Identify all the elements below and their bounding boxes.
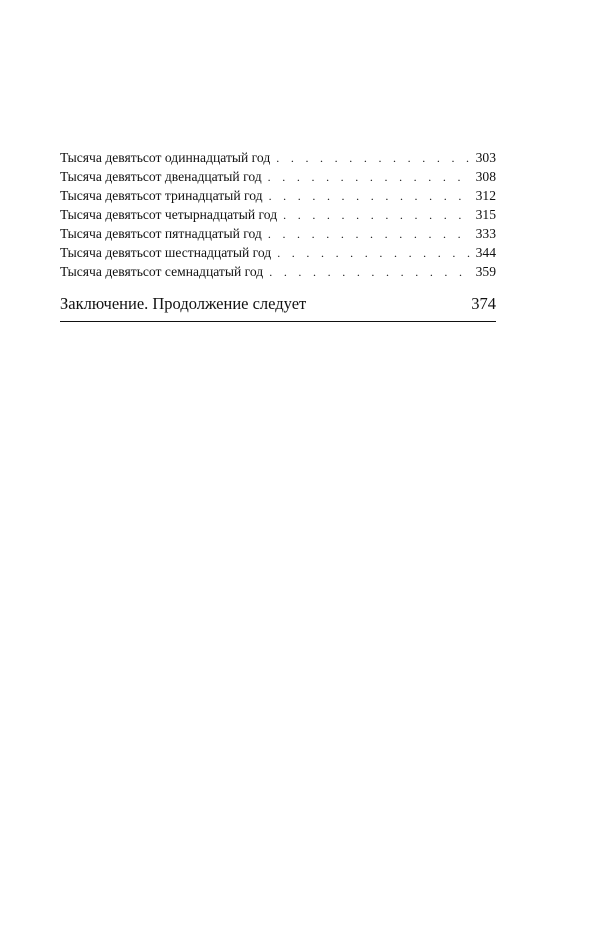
- toc-entry-page: 312: [475, 188, 496, 203]
- toc-entry-1915[interactable]: [60, 224, 496, 243]
- toc-entry-title: Тысяча девятьсот пятнадцатый год: [60, 226, 262, 241]
- toc-dot-leader: [277, 244, 471, 263]
- toc-entry-page: 315: [475, 207, 496, 222]
- toc-entry-page: 308: [475, 169, 496, 184]
- toc-entry-1914[interactable]: [60, 205, 496, 224]
- table-of-contents: [60, 148, 496, 322]
- toc-dot-leader: [283, 206, 471, 225]
- toc-dot-leader: [269, 263, 471, 282]
- toc-dot-leader: [268, 225, 472, 244]
- toc-section-title: Заключение. Продолжение следует: [60, 294, 307, 313]
- toc-entry-title: Тысяча девятьсот шестнадцатый год: [60, 245, 272, 260]
- toc-entry-1911[interactable]: [60, 148, 496, 167]
- toc-entry-title: Тысяча девятьсот двенадцатый год: [60, 169, 262, 184]
- toc-entry-page: 359: [475, 264, 496, 279]
- toc-dot-leader: [269, 187, 472, 206]
- toc-entry-title: Тысяча девятьсот одиннадцатый год: [60, 150, 271, 165]
- toc-entry-title: Тысяча девятьсот тринадцатый год: [60, 188, 263, 203]
- toc-dot-leader: [268, 168, 472, 187]
- toc-entry-1912[interactable]: [60, 167, 496, 186]
- toc-section-conclusion[interactable]: [60, 293, 496, 322]
- toc-entry-page: 303: [475, 150, 496, 165]
- toc-entry-1917[interactable]: [60, 262, 496, 281]
- toc-entry-title: Тысяча девятьсот четырнадцатый год: [60, 207, 278, 222]
- toc-entry-title: Тысяча девятьсот семнадцатый год: [60, 264, 264, 279]
- toc-dot-leader: [276, 149, 471, 168]
- toc-section-page: 374: [471, 294, 496, 313]
- toc-entry-1916[interactable]: [60, 243, 496, 262]
- toc-entry-page: 344: [475, 245, 496, 260]
- toc-entry-page: 333: [475, 226, 496, 241]
- toc-entry-1913[interactable]: [60, 186, 496, 205]
